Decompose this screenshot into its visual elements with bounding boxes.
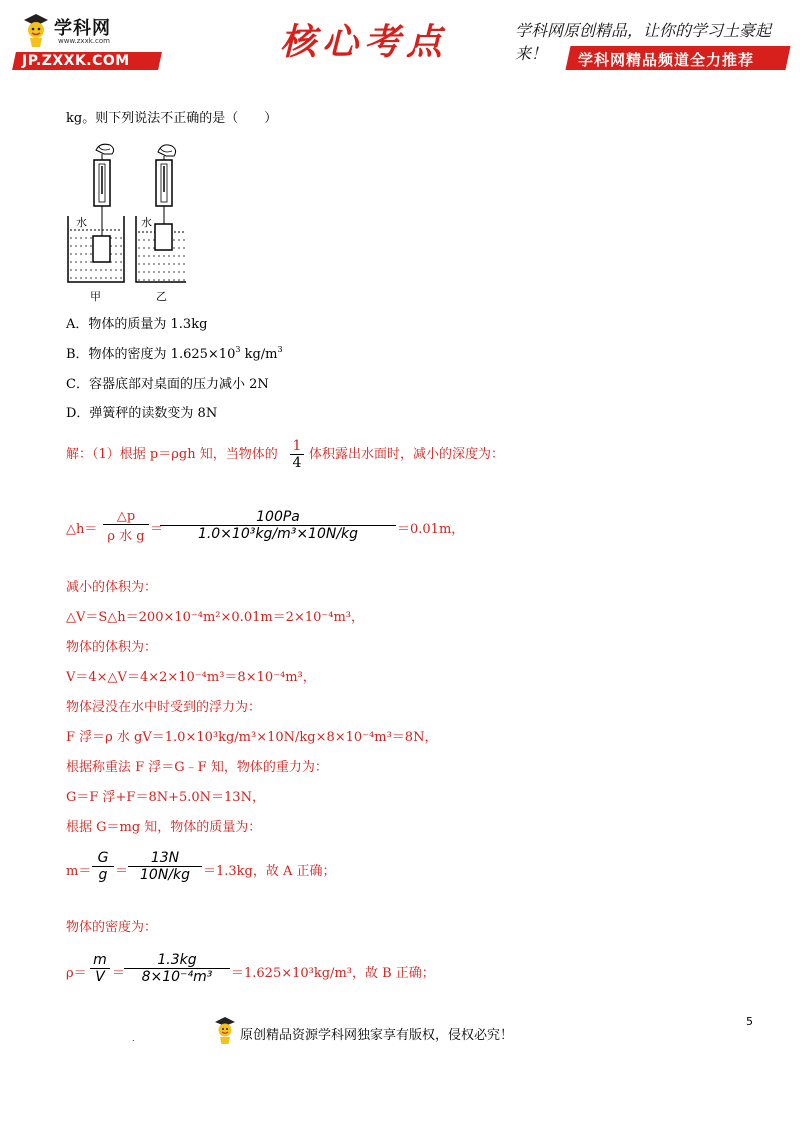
dh-fraction-2-den: 1.0×10³kg/m³×10N/kg [197, 526, 359, 542]
logo-name: 学科网 [54, 18, 111, 39]
dh-fraction-2 [160, 509, 396, 542]
figure-left-setup [68, 144, 124, 282]
option-d: D．弹簧秤的读数变为 8N [66, 406, 218, 421]
m-result: ＝1.3kg，故 A 正确； [203, 864, 336, 879]
dh-equals: ＝ [150, 522, 164, 537]
dh-fraction-2-num: 100Pa [256, 509, 300, 525]
rho-title: 物体的密度为： [66, 920, 158, 935]
option-b-unit: kg/m [240, 347, 278, 362]
dh-fraction-1-num: △p [116, 509, 136, 524]
figure-water-label-right: 水 [141, 216, 152, 229]
g-equation: G＝F 浮+F＝8N+5.0N＝13N， [66, 790, 265, 805]
footer-dot: . [132, 1034, 135, 1043]
m-title: 根据 G＝mg 知，物体的质量为： [66, 820, 262, 835]
rho-fraction-1 [90, 952, 110, 985]
m-prefix: m＝ [66, 864, 92, 879]
m-fraction-1 [92, 850, 114, 883]
rho-fraction-1-den: V [95, 969, 105, 985]
rho-result: ＝1.625×10³kg/m³，故 B 正确； [231, 966, 435, 981]
site-logo [14, 10, 164, 72]
dh-result: ＝0.01m， [397, 522, 465, 537]
experiment-figure [66, 140, 186, 304]
rho-prefix: ρ＝ [66, 966, 87, 981]
m-fraction-2 [128, 850, 202, 883]
m-equals: ＝ [115, 864, 129, 879]
m-fraction-2-num: 13N [150, 850, 180, 866]
option-b-exp: 3 [235, 345, 241, 354]
dv-title: 减小的体积为： [66, 580, 158, 595]
option-b-unit-exp: 3 [277, 345, 283, 354]
figure-water-label-left: 水 [76, 216, 87, 229]
m-fraction-1-den: g [98, 867, 108, 883]
option-a: A．物体的质量为 1.3kg [66, 317, 208, 332]
fraction-one-quarter [290, 438, 304, 471]
dv-equation: △V＝S△h＝200×10⁻⁴m²×0.01m＝2×10⁻⁴m³， [66, 610, 365, 625]
logo-url-small: www.zxxk.com [58, 37, 110, 45]
header-slogan: 学科网原创精品，让你的学习土豪起来！ [515, 21, 772, 63]
v-equation: V＝4×△V＝4×2×10⁻⁴m³＝8×10⁻⁴m³， [66, 670, 316, 685]
v-title: 物体的体积为： [66, 640, 158, 655]
rho-equals: ＝ [112, 966, 126, 981]
rho-fraction-2 [124, 952, 230, 985]
f-title: 物体浸没在水中时受到的浮力为： [66, 700, 262, 715]
footer-copyright: 原创精品资源学科网独家享有版权，侵权必究！ [240, 1028, 514, 1043]
figure-right-setup [136, 145, 186, 282]
mascot-icon [20, 12, 52, 48]
solution-intro-b: 体积露出水面时，减小的深度为： [309, 447, 505, 462]
f-equation: F 浮＝ρ 水 gV＝1.0×10³kg/m³×10N/kg×8×10⁻⁴m³＝8N， [66, 730, 438, 745]
rho-fraction-1-num: m [93, 952, 107, 968]
m-fraction-2-den: 10N/kg [140, 867, 190, 883]
recommend-text: 学科网精品频道全力推荐 [578, 51, 755, 69]
rho-fraction-2-num: 1.3kg [157, 952, 197, 968]
dh-fraction-1 [103, 509, 149, 544]
solution-intro-a: 解：（1）根据 p＝ρgh 知，当物体的 [66, 447, 278, 462]
figure-caption-right: 乙 [156, 290, 167, 303]
footer-mascot-icon [212, 1015, 238, 1045]
figure-caption-left: 甲 [90, 290, 101, 303]
g-title: 根据称重法 F 浮＝G﹣F 知，物体的重力为： [66, 760, 328, 775]
option-c: C．容器底部对桌面的压力减小 2N [66, 377, 269, 392]
rho-fraction-2-den: 8×10⁻⁴m³ [141, 969, 213, 985]
dh-fraction-1-den: ρ 水 g [107, 529, 145, 544]
dh-prefix: △h＝ [66, 522, 98, 537]
option-b-prefix: B．物体的密度为 1.625×10 [66, 347, 236, 362]
page-number: 5 [746, 1015, 753, 1028]
question-stem-tail: kg。则下列说法不正确的是（ ） [66, 111, 278, 126]
option-b [66, 347, 283, 363]
m-fraction-1-num: G [97, 850, 109, 866]
logo-url[interactable]: JP.ZXXK.COM [22, 53, 130, 69]
fraction-one-quarter-num: 1 [292, 438, 302, 454]
fraction-one-quarter-den: 4 [292, 455, 302, 471]
header-title: 核心考点 [280, 21, 449, 63]
